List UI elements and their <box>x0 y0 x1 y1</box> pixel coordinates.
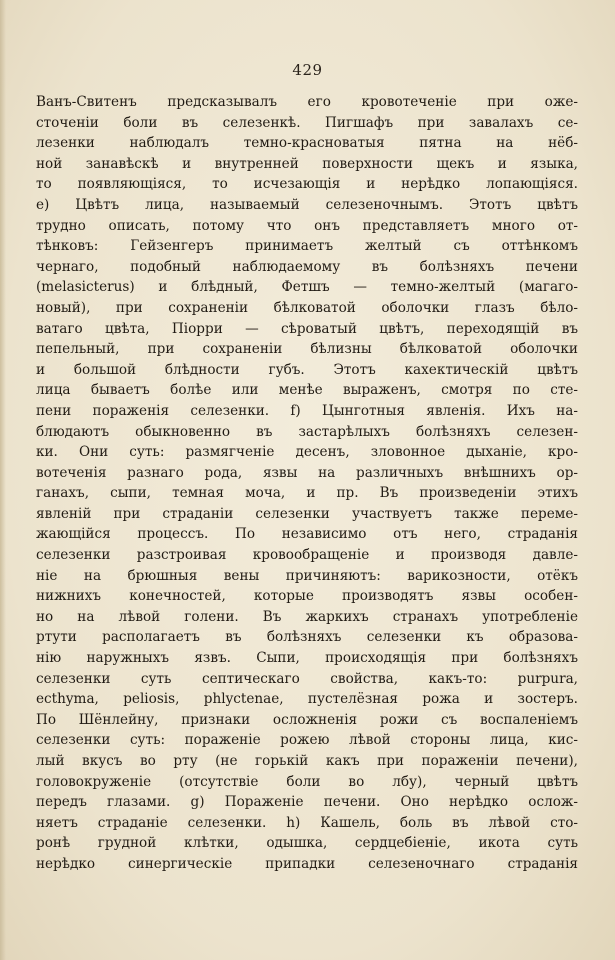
page-number: 429 <box>292 61 323 79</box>
body-text <box>36 92 578 875</box>
text-line: то появляющіяся, то исчезающія и нерѣдко лопающіяся. <box>36 176 578 193</box>
text-line: ртути располагаетъ въ болѣзняхъ селезенки къ образова- <box>36 629 578 646</box>
text-line: трудно описать, потому что онъ представляетъ много от- <box>36 217 578 234</box>
text-line: ecthyma, peliosis, phlyctenae, пустелёзная рожа и зостеръ. <box>36 691 578 708</box>
text-line: жающійся процессъ. По независимо отъ него, страданія <box>36 526 578 543</box>
text-line: ронѣ грудной клѣтки, одышка, сердцебіеніе, икота суть <box>36 835 578 852</box>
text-line: ной занавѣскѣ и внутренней поверхности щекъ и языка, <box>36 155 578 172</box>
text-line: лый вкусъ во рту (не горькій какъ при пораженіи печени), <box>36 753 578 769</box>
text-line: ки. Они суть: размягченіе десенъ, зловонное дыханіе, кро- <box>36 444 578 461</box>
text-line: селезенки разстроивая кровообращеніе и производя давле- <box>36 547 578 564</box>
text-line: пепельный, при сохраненіи бѣлизны бѣлковатой оболочки <box>36 341 578 358</box>
text-line: вотеченія разнаго рода, язвы на различныхъ внѣшнихъ ор- <box>36 464 578 481</box>
text-line: ніе на брюшныя вены причиняютъ: варикозности, отёкъ <box>36 567 578 584</box>
text-line: блюдаютъ обыкновенно въ застарѣлыхъ болѣзняхъ селезен- <box>36 423 578 440</box>
text-line: явленій при страданіи селезенки участвуетъ также переме- <box>36 505 578 522</box>
text-line: няетъ страданіе селезенки. h) Кашель, боль въ лѣвой сто- <box>36 814 578 831</box>
text-line: селезенки суть: пораженіе рожею лѣвой стороны лица, кис- <box>36 732 578 749</box>
text-line: головокруженіе (отсутствіе боли во лбу), черный цвѣтъ <box>36 773 578 790</box>
text-line: новый), при сохраненіи бѣлковатой оболочки глазъ бѣло- <box>36 299 578 316</box>
text-line: селезенки суть септическаго свойства, какъ-то: purpura, <box>36 670 578 687</box>
text-line: е) Цвѣтъ лица, называемый селезеночнымъ. Этотъ цвѣтъ <box>36 196 578 213</box>
text-line: лица бываетъ болѣе или менѣе выраженъ, смотря по сте- <box>36 382 578 399</box>
text-line: нижнихъ конечностей, которые производятъ язвы особен- <box>36 588 578 605</box>
text-line: ватаго цвѣта, Піорри — сѣроватый цвѣтъ, переходящій въ <box>36 320 578 337</box>
text-line: (melasicterus) и блѣдный, Фетшъ — темно-желтый (магаго- <box>36 279 578 296</box>
text-line: ганахъ, сыпи, темная моча, и пр. Въ произведеніи этихъ <box>36 485 578 502</box>
text-line: По Шёнлейну, признаки осложненія рожи съ воспаленіемъ <box>36 711 578 728</box>
text-line: тѣнковъ: Гейзенгеръ принимаетъ желтый съ оттѣнкомъ <box>36 238 578 255</box>
text-line: передъ глазами. g) Пораженіе печени. Оно нерѣдко ослож- <box>36 794 578 811</box>
page-gutter-shadow <box>0 0 6 960</box>
text-line: нерѣдко синергическіе припадки селезеночнаго страданія <box>36 855 578 872</box>
text-line: чернаго, подобный наблюдаемому въ болѣзняхъ печени <box>36 258 578 275</box>
text-line: пени пораженія селезенки. f) Цынготныя явленія. Ихъ на- <box>36 402 578 419</box>
text-line: но на лѣвой голени. Въ жаркихъ странахъ употребленіе <box>36 608 578 625</box>
text-line: сточеніи боли въ селезенкѣ. Пигшафъ при завалахъ се- <box>36 114 578 131</box>
text-line: нію наружныхъ язвъ. Сыпи, происходящія при болѣзняхъ <box>36 650 578 667</box>
text-line: лезенки наблюдалъ темно-красноватыя пятна на нёб- <box>36 135 578 152</box>
text-line: Ванъ-Свитенъ предсказывалъ его кровотеченіе при оже- <box>36 94 578 110</box>
text-line: и большой блѣдности губъ. Этотъ кахектическій цвѣтъ <box>36 361 578 378</box>
